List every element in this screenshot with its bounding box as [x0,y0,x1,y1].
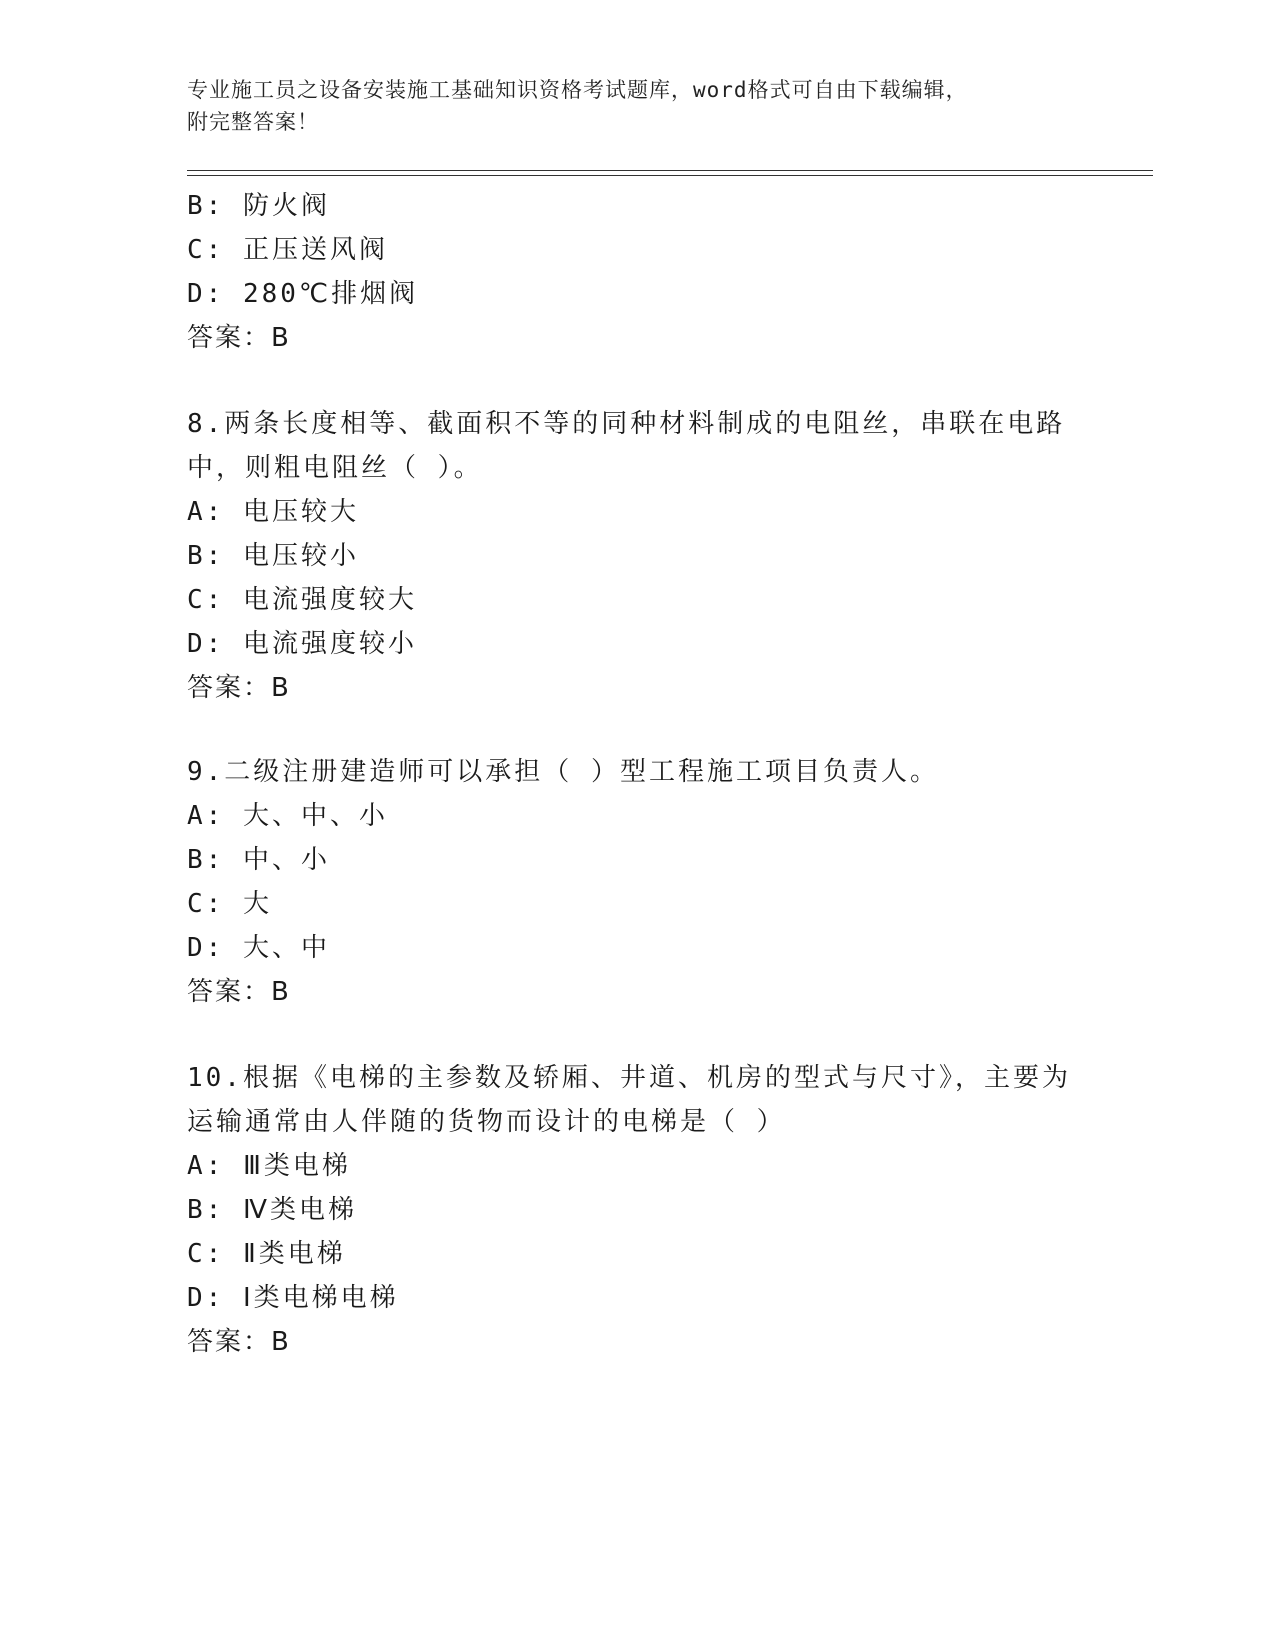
option-d: D: Ⅰ类电梯电梯 [187,1283,399,1313]
question-stem: 运输通常由人伴随的货物而设计的电梯是（ ） [187,1107,786,1137]
option-c: C: Ⅱ类电梯 [187,1239,346,1269]
question-stem: 中，则粗电阻丝（ ）。 [187,453,483,483]
option-c: C: 大 [187,889,272,919]
question-stem: 10.根据《电梯的主参数及轿厢、井道、机房的型式与尺寸》，主要为 [187,1063,1071,1093]
page-header [187,74,1087,138]
option-a: A: 电压较大 [187,497,359,527]
option-b: B: 电压较小 [187,541,359,571]
header-line-2: 附完整答案！ [187,110,319,134]
answer: 答案：B [187,977,291,1007]
option-b: B: 中、小 [187,845,330,875]
option-b: B: 防火阀 [187,191,330,221]
option-b: B: Ⅳ类电梯 [187,1195,357,1225]
answer: 答案：B [187,673,291,703]
answer: 答案：B [187,323,291,353]
question-stem: 9.二级注册建造师可以承担（ ）型工程施工项目负责人。 [187,757,939,787]
option-d: D: 280℃排烟阀 [187,279,419,309]
option-c: C: 正压送风阀 [187,235,388,265]
option-a: A: Ⅲ类电梯 [187,1151,351,1181]
header-line-1: 专业施工员之设备安装施工基础知识资格考试题库，word格式可自由下载编辑， [187,78,968,102]
option-d: D: 大、中 [187,933,330,963]
option-a: A: 大、中、小 [187,801,388,831]
header-divider-bottom [187,175,1153,176]
option-d: D: 电流强度较小 [187,629,417,659]
answer: 答案：B [187,1327,291,1357]
header-divider-top [187,170,1153,171]
question-stem: 8.两条长度相等、截面积不等的同种材料制成的电阻丝，串联在电路 [187,409,1066,439]
option-c: C: 电流强度较大 [187,585,417,615]
